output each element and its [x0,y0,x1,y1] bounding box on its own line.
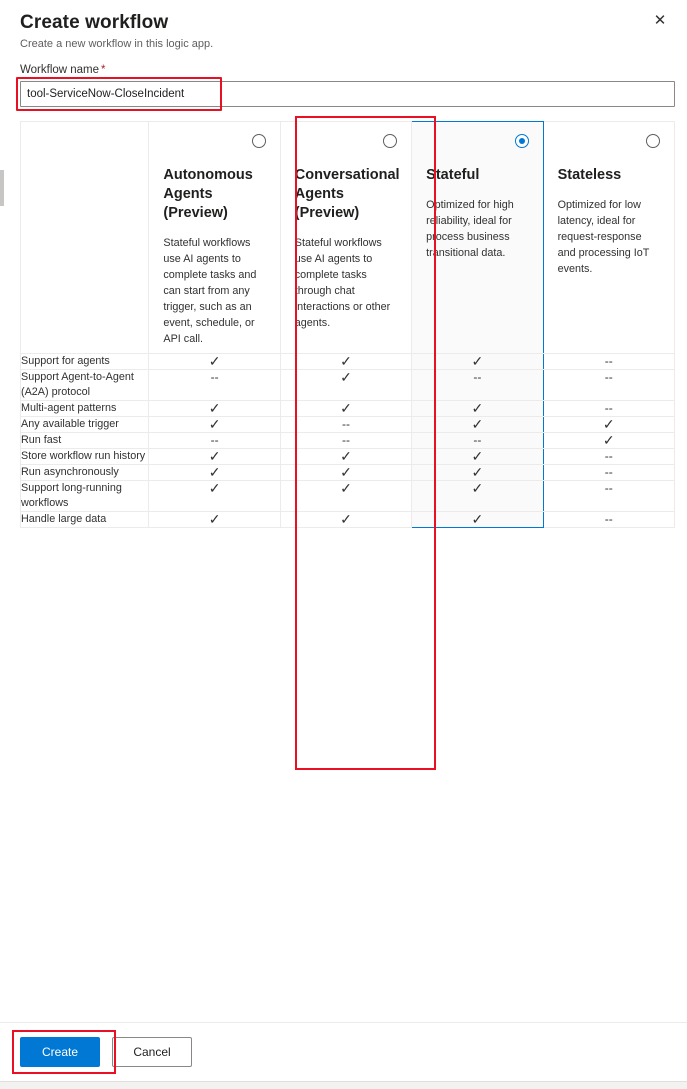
feature-value: ✓ [543,417,674,433]
workflow-name-label [20,64,675,76]
kind-title: Conversational Agents (Preview) [294,167,400,221]
feature-value: ✓ [412,354,543,370]
feature-value: ✓ [412,449,543,465]
table-row [21,512,675,528]
feature-value: -- [543,512,674,528]
table-header-row [21,122,675,354]
feature-value: ✓ [412,401,543,417]
kind-column-conversational-agents[interactable] [280,122,411,354]
feature-value: -- [412,433,543,449]
feature-value: ✓ [280,512,411,528]
workflow-kind-table-wrap [20,121,675,528]
close-icon[interactable]: ✕ [647,8,673,34]
feature-value: -- [543,401,674,417]
page-title: Create workflow [20,12,169,33]
kind-description: Stateful workflows use AI agents to complete tasks and can start from any trigger, such as an event, schedule, or API call. [163,237,257,345]
table-row [21,417,675,433]
kind-description: Optimized for low latency, ideal for request-response and processing IoT events. [557,199,650,275]
feature-value: -- [149,370,280,401]
panel-header [0,0,687,50]
feature-value: ✓ [280,465,411,481]
feature-value: -- [543,370,674,401]
table-row [21,433,675,449]
header-empty-cell [21,122,149,354]
workflow-kind-table [20,121,675,528]
kind-description: Stateful workflows use AI agents to complete tasks through chat interactions or other agents. [294,237,391,329]
kind-title: Stateless [557,167,622,183]
feature-value: -- [280,433,411,449]
feature-value: -- [412,370,543,401]
feature-label: Support for agents [21,354,149,370]
feature-value: -- [543,481,674,512]
kind-column-stateful[interactable] [412,122,543,354]
table-row [21,449,675,465]
workflow-name-input-wrap [20,81,675,107]
kind-description: Optimized for high reliability, ideal for process business transitional data. [426,199,514,259]
feature-value: ✓ [412,481,543,512]
feature-value: ✓ [412,512,543,528]
workflow-name-field [0,50,687,107]
kind-title: Autonomous Agents (Preview) [163,167,253,221]
workflow-name-input[interactable] [20,81,675,107]
radio-autonomous-agents[interactable] [252,134,266,148]
feature-label: Run fast [21,433,149,449]
feature-value: ✓ [149,512,280,528]
feature-value: ✓ [149,417,280,433]
page-subtitle: Create a new workflow in this logic app. [20,38,214,50]
radio-stateful[interactable] [515,134,529,148]
feature-label: Store workflow run history [21,449,149,465]
feature-value: ✓ [149,465,280,481]
feature-value: -- [543,465,674,481]
feature-value: ✓ [412,417,543,433]
feature-value: -- [149,433,280,449]
workflow-name-label-text: Workflow name [20,64,100,76]
bottom-strip [0,1081,687,1089]
radio-stateless[interactable] [646,134,660,148]
table-row [21,354,675,370]
feature-value: ✓ [280,481,411,512]
feature-value: -- [543,354,674,370]
feature-label: Multi-agent patterns [21,401,149,417]
panel-spacer [0,528,687,1022]
feature-label: Any available trigger [21,417,149,433]
required-marker: * [101,64,106,76]
feature-label: Run asynchronously [21,465,149,481]
feature-value: ✓ [280,354,411,370]
feature-value: ✓ [543,433,674,449]
feature-value: ✓ [280,370,411,401]
feature-value: ✓ [280,449,411,465]
table-row [21,401,675,417]
create-button[interactable]: Create [20,1037,100,1067]
table-row [21,465,675,481]
feature-value: ✓ [149,449,280,465]
feature-value: ✓ [149,481,280,512]
table-row [21,481,675,512]
feature-value: ✓ [280,401,411,417]
panel-resize-handle[interactable] [0,170,4,206]
radio-conversational-agents[interactable] [383,134,397,148]
table-row [21,370,675,401]
feature-value: ✓ [412,465,543,481]
feature-value: ✓ [149,354,280,370]
panel-footer [0,1022,687,1081]
kind-column-autonomous-agents[interactable] [149,122,280,354]
feature-label: Handle large data [21,512,149,528]
cancel-button[interactable]: Cancel [112,1037,192,1067]
feature-value: -- [543,449,674,465]
feature-value: ✓ [149,401,280,417]
feature-value: -- [280,417,411,433]
feature-label: Support long-running workflows [21,481,149,512]
kind-column-stateless[interactable] [543,122,674,354]
kind-title: Stateful [426,167,480,183]
feature-label: Support Agent-to-Agent (A2A) protocol [21,370,149,401]
